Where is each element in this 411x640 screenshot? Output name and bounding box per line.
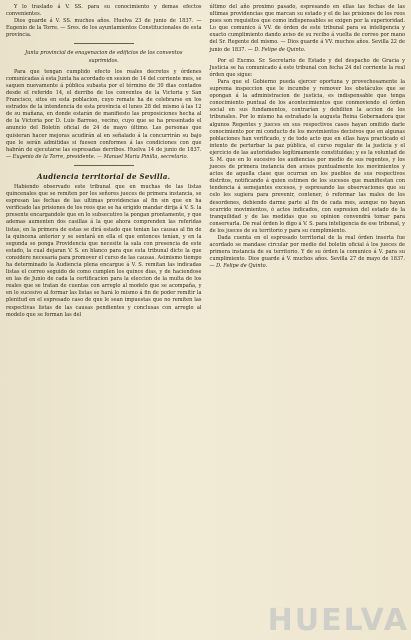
left-paragraph-3-text: Para que tengan cumplido efecto los reales decretos y órdenes comunicadas á esta Junta ha acordado en sesion de 14 del corriente mes, se saquen nuevamente á pública subasta por el término de 30 dias contados desde el referido 14, el derribo de los conventos de la Victoria y San Francisco, sitos en esta poblacion, cuyo remate ha de celebrarse en los estrados de la intendencia de esta provincia el lunes 28 del mismo á las 12 de su mañana, en donde estarán de manifiesto las proposiciones hecha al de la Victoria por D. Luis Barroso, vecino, cuyo que se ha presentado el anuncio del Boletín oficial de 24 de mayo último. Las personas que quisieran hacer mejoras acudirán al en señalado á la concurrirán su bajo que le serán admitidas si fuesen conformes á las condiciones con que habrán de ejecutarse las espresadas derribos. Huelva 14 de junio de 1837. — xyxy=(6,68,202,160)
left-paragraph-2: Dios guarde á V. SS. muchos años. Huelva 23 de junio de 1837. — Eugenio de la Torre. — Sres. de los ayuntamientos Constitucionales de esta provincia. xyxy=(6,18,202,39)
right-paragraph-4 xyxy=(210,235,406,270)
right-column xyxy=(210,4,406,640)
left-paragraph-1: Y lo traslado á V. SS. para su conocimiento y demas efectos convenientes. xyxy=(6,4,202,18)
left-paragraph-3 xyxy=(6,69,202,161)
page-columns xyxy=(6,4,405,640)
right-paragraph-1 xyxy=(210,4,406,54)
section-title: Audiencia territorial de Sevilla. xyxy=(37,171,171,181)
divider xyxy=(74,165,134,166)
left-paragraph-3-signature: Eugenio de la Torre, presidente. — Manuel Maria Pinilla, secretario. xyxy=(12,153,189,160)
right-paragraph-1-text: último del año proximo pasado, espresando en ellas las fechas de las ultimas providencias que marcan su estado y el de las prisiones de los reos pues son requisitos que como indispensables se exigen por la superioridad. Lo que comunico á VV. de órden de este tribunal para su inteligencia y exacto cumplimiento dando aviso de su recibo á vuelta de correo por mano del Sr. Regente del mismo. — Dios guarde á VV. muchos años. Sevilla 22 de junio de 1837. — xyxy=(209,4,405,53)
right-paragraph-2: Por el Excmo. Sr. Secretario de Estado y del despacho de Gracia y Justicia se ha comunicado á este tribunal con fecha 24 del corriente la real órden que sigue: xyxy=(209,57,405,78)
announcement-title: Junta provincial de enagenacion de edificios de los conventos suprimidos. xyxy=(25,50,183,64)
left-column xyxy=(6,4,202,640)
right-paragraph-1-signature: D. Felipe de Quinto. xyxy=(254,46,306,53)
left-paragraph-4: Habiendo observado este tribunal que en muchas de las listas quincenales que se remiten por los señores jueces de primera instancia, se espresan las fechas de las ultimas providencias al fin sin que en ha verificado las prisiones de los reos que se ha erigido mandar dirija á V. S. la presente encargandole que en lo subsecutivo la pongan prontamente, y que ademas aumenten dos casillas á la que ahora comprenden las referidas listas, en la primera de estas se dirá estado que tenian las causas al fin de la quincena anterior y se sentará en ella el que entonces tenían, y en la segunda se ponga Providencia que necesite la sala con presencia de este estado, la cual dejaran V. S. en blanco para que esta tribunal dicte la que considere necesaria para promover el curso de las causas. Asimismo tiempo ha determinado la Audiencia plena encargue á V. S. remitan las indicadas listas el correo seguido de como cumplen los quince dias, y de haciendose en las de Junio de cada la certificacion para la eleccion de la multa de los reales que se tratan de cuentas con arreglo al modelo que se acompaña, y en lo sucesivo al formar las listas se hará lo mismo á fin de poder remitir la plenitud en el espresado caso de que le sean impuestas que no remiten las respectivas listas de las causas pendientes y conclusas con arreglo al modelo que se forman las del xyxy=(6,183,202,318)
right-paragraph-3: Para que el Gobierno pueda ejercer oportuna y provechosamente la suprema inspeccion que le incumbe y remover los obstáculos que se opongan á la administracion de justicia, es indispensable que tenga conocimiento puntual de los acontecimientos que conmoviendo el órden social en sus fundamentos, contrarían y debiliten la accion de los tribunales. Por lo mismo ha estrañado la augusta Reina Gobernadora que algunos Regentes y jueces en sus respectivos casos hayan omitido darle conocimiento por mi conducto de los movimientos decisivos que en algunas poblaciones han verificado, y de todo acto que en ellas haya practicado el intento de perturbar la paz pública, el curso regular de la justicia y el ejercicio de las autoridades legítimamente constituidas; y es la voluntad de S. M. que en lo sucesivo los audiencias por medio de sus regentes, y los jueces de primera instancia den avisos puntualmente los movimientos y actos de aquella clase que ocurran en los pueblos de sus respectivos distritos, notificando á quien estimen de los sucesos que manifiestan con tendencia á semejantes excesos, y espresando las observaciones que su celo les sugiera para prevenir, contener, ó reformar las males de los desordenes, debiendo darme parte al fin de cada mes, aunque no hayan ocurrido movimientos, ó actos indicados, con espresion del estado de la tranquilidad y de las medidas que su opinion convendrá tomar para conservarla. De real órden lo digo á V. S. para inteligencia de ese tribunal, y de los jueces de su territorio y para su cumplimiento. xyxy=(209,78,405,234)
right-paragraph-4-text: Dada cuenta en el espresado territorial de la real órden inserta fue acordado se mandase circular por medio del boletin oficial á los jueces de primera instancia de su territorio. Y de su órden la comunico á V. para su cumplimiento. Dios guarde á V. muchos años. Sevilla 27 de mayo de 1837. — xyxy=(209,235,405,270)
divider xyxy=(74,43,134,44)
right-paragraph-4-signature: D. Felipe de Quinto. xyxy=(216,263,268,270)
watermark-logo: HUELVA xyxy=(267,603,409,638)
